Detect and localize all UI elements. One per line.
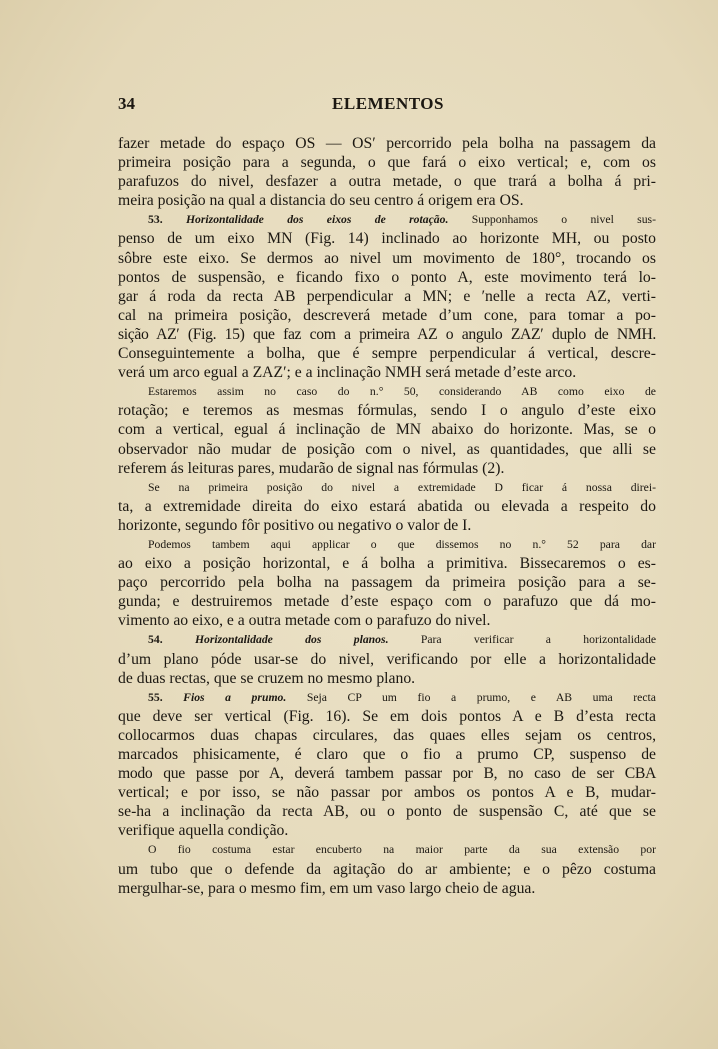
text-line: um tubo que o defende da agitação do ar ambiente; e o pêzo costuma: [118, 860, 656, 878]
text-line: rotação; e teremos as mesmas fórmulas, sendo I o angulo d’este eixo: [118, 402, 656, 420]
text-line: gunda; e destruiremos metade d’este espaço com o parafuzo que dá mo-: [118, 593, 656, 611]
text-line: collocarmos duas chapas circulares, das quaes elles sejam os centros,: [118, 726, 656, 744]
text-line: que deve ser vertical (Fig. 16). Se em dois pontos A e B d’esta recta: [118, 707, 656, 725]
text-line: vertical; e por isso, se não passar por ambos os pontos A e B, mudar-: [118, 784, 656, 802]
text-line: paço percorrido pela bolha na passagem da primeira posição para a se-: [118, 574, 656, 592]
section-number: 55.: [148, 690, 163, 704]
text-line: sôbre este eixo. Se dermos ao nivel um movimento de 180°, trocando os: [118, 249, 656, 267]
text-line: ao eixo a posição horizontal, e á bolha a primitiva. Bissecaremos o es-: [118, 555, 656, 573]
text-line: de duas rectas, que se cruzem no mesmo plano.: [118, 669, 416, 687]
page-header: [118, 94, 658, 116]
text-line: Conseguintemente a bolha, que é sempre perpendicular á vertical, descre-: [118, 345, 656, 363]
section-heading-line: [118, 630, 656, 649]
section-heading-line: [118, 688, 656, 707]
text-line: horizonte, segundo fôr positivo ou negativo o valor de I.: [118, 516, 472, 534]
page-number: 34: [118, 94, 135, 113]
text-line: penso de um eixo MN (Fig. 14) inclinado ao horizonte MH, ou posto: [118, 230, 656, 248]
section-text: Supponhamos o nivel sus-: [448, 213, 656, 227]
text-line: primeira posição para a segunda, o que fará o eixo vertical; e, com os: [118, 154, 656, 172]
text-line: Podemos tambem aqui applicar o que dissemos no n.° 52 para dar: [148, 537, 656, 551]
text-line: observador não mudar de posição com o nivel, as quantidades, que alli se: [118, 440, 656, 458]
text-line: vimento ao eixo, e a outra metade com o parafuzo do nivel.: [118, 612, 491, 630]
text-line: marcados phisicamente, é claro que o fio a prumo CP, suspenso de: [118, 746, 656, 763]
section-text: Para verificar a horizontalidade: [388, 633, 657, 647]
section-title: Fios a prumo.: [183, 690, 287, 704]
text-line: modo que passe por A, deverá tambem passar por B, no caso de ser CBA: [118, 765, 656, 783]
text-line: ta, a extremidade direita do eixo estará abatida ou elevada a respeito do: [118, 497, 656, 515]
text-line: referem ás leituras pares, mudarão de signal nas fórmulas (2).: [118, 459, 505, 477]
text-line: parafuzos do nivel, desfazer a outra metade, o que trará a bolha á pri-: [118, 173, 656, 191]
text-line: verifique aquella condição.: [118, 822, 289, 840]
section-number: 53.: [148, 213, 163, 227]
text-line: fazer metade do espaço OS — OS′ percorrido pela bolha na passagem da: [118, 135, 656, 152]
text-line: cal na primeira posição, descreverá metade d’um cone, para tomar a po-: [118, 306, 656, 324]
text-line: d’um plano póde usar-se do nivel, verificando por elle a horizontalidade: [118, 650, 656, 668]
text-line: pontos de suspensão, e ficando fixo o ponto A, este movimento terá lo-: [118, 268, 656, 286]
running-title: ELEMENTOS: [332, 94, 444, 113]
text-line: meira posição na qual a distancia do seu centro á origem era OS.: [118, 192, 524, 210]
body-text: [118, 134, 656, 898]
text-line: se-ha a inclinação da recta AB, ou o ponto de suspensão C, até que se: [118, 803, 656, 821]
section-number: 54.: [148, 633, 163, 647]
text-line: gar á roda da recta AB perpendicular a MN; e ′nelle a recta AZ, verti-: [118, 287, 656, 305]
text-line: sição AZ′ (Fig. 15) que faz com a primeira AZ o angulo ZAZ′ duplo de NMH.: [118, 325, 656, 343]
text-line: Se na primeira posição do nivel a extremidade D ficar á nossa direi-: [148, 480, 656, 494]
text-line: verá um arco egual a ZAZ′; e a inclinação NMH será metade d’este arco.: [118, 364, 577, 382]
section-text: Seja CP um fio a prumo, e AB uma recta: [286, 690, 656, 704]
section-title: Horizontalidade dos eixos de rotação.: [185, 213, 449, 227]
text-line: mergulhar-se, para o mesmo fim, em um vaso largo cheio de agua.: [118, 879, 536, 897]
section-title: Horizontalidade dos planos.: [194, 633, 389, 647]
section-heading-line: [118, 210, 656, 229]
text-line: O fio costuma estar encuberto na maior parte da sua extensão por: [148, 843, 656, 857]
text-line: Estaremos assim no caso do n.° 50, considerando AB como eixo de: [148, 385, 656, 399]
text-line: com a vertical, egual á inclinação de MN abaixo do horizonte. Mas, se o: [118, 421, 656, 439]
